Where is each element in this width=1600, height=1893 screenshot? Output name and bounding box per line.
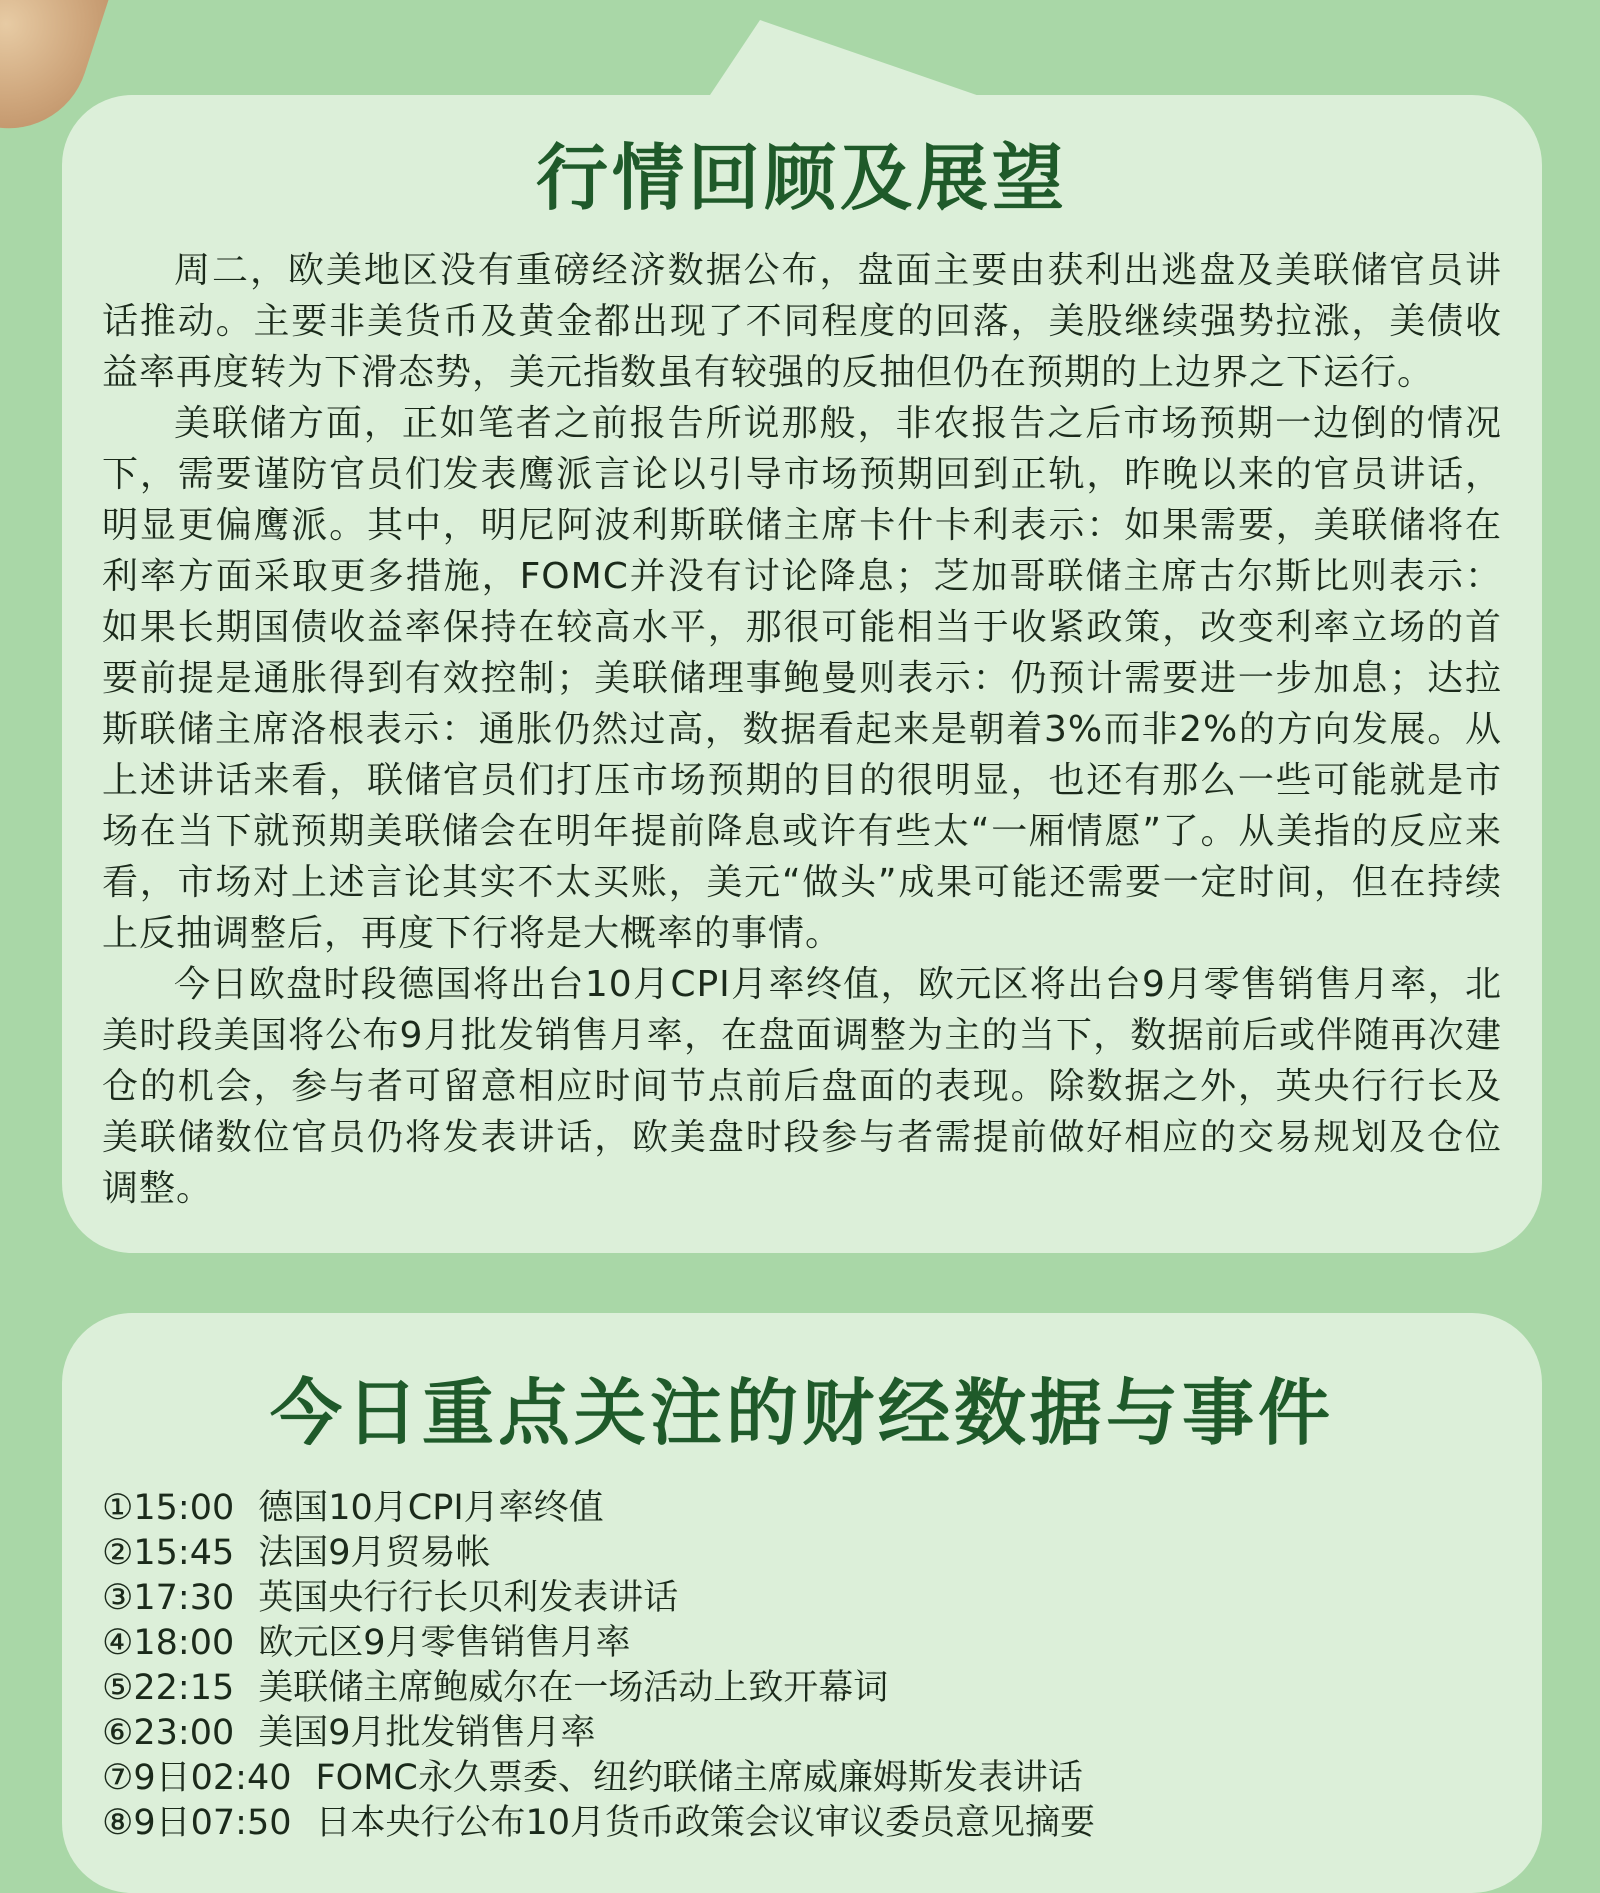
event-text: 美联储主席鲍威尔在一场活动上致开幕词 <box>258 1668 889 1708</box>
key-events-panel <box>62 1313 1542 1893</box>
event-time: ⑧9日07:50 <box>102 1803 292 1843</box>
event-text: FOMC永久票委、纽约联储主席威廉姆斯发表讲话 <box>315 1758 1083 1798</box>
market-review-title: 行情回顾及展望 <box>535 136 1068 220</box>
event-list <box>102 1486 1502 1846</box>
event-item <box>102 1666 1502 1711</box>
event-time: ④18:00 <box>102 1623 235 1663</box>
event-time: ②15:45 <box>102 1533 235 1573</box>
event-time: ⑦9日02:40 <box>102 1758 292 1798</box>
event-text: 德国10月CPI月率终值 <box>258 1488 604 1528</box>
event-item <box>102 1531 1502 1576</box>
review-paragraph: 周二，欧美地区没有重磅经济数据公布，盘面主要由获利出逃盘及美联储官员讲话推动。主要非美货币及黄金都出现了不同程度的回落，美股继续强势拉涨，美债收益率再度转为下滑态势，美元指数虽有较强的反抽但仍在预期的上边界之下运行。 <box>102 250 1502 393</box>
event-item <box>102 1621 1502 1666</box>
event-time: ⑥23:00 <box>102 1713 235 1753</box>
event-time: ①15:00 <box>102 1488 235 1528</box>
event-time: ③17:30 <box>102 1578 235 1618</box>
review-paragraph: 今日欧盘时段德国将出台10月CPI月率终值，欧元区将出台9月零售销售月率，北美时段美国将公布9月批发销售月率，在盘面调整为主的当下，数据前后或伴随再次建仓的机会，参与者可留意相应时间节点前后盘面的表现。除数据之外，英央行行长及美联储数位官员仍将发表讲话，欧美盘时段参与者需提前做好相应的交易规划及仓位调整。 <box>102 964 1502 1209</box>
event-text: 英国央行行长贝利发表讲话 <box>258 1578 679 1618</box>
event-text: 法国9月贸易帐 <box>258 1533 491 1573</box>
event-item <box>102 1486 1502 1531</box>
event-item <box>102 1711 1502 1756</box>
market-review-panel <box>62 95 1542 1253</box>
event-item <box>102 1756 1502 1801</box>
review-paragraph: 美联储方面，正如笔者之前报告所说那般，非农报告之后市场预期一边倒的情况下，需要谨防官员们发表鹰派言论以引导市场预期回到正轨，昨晚以来的官员讲话，明显更偏鹰派。其中，明尼阿波利斯联储主席卡什卡利表示：如果需要，美联储将在利率方面采取更多措施，FOMC并没有讨论降息；芝加哥联储主席古尔斯比则表示：如果长期国债收益率保持在较高水平，那很可能相当于收紧政策，改变利率立场的首要前提是通胀得到有效控制；美联储理事鲍曼则表示：仍预计需要进一步加息；达拉斯联储主席洛根表示：通胀仍然过高，数据看起来是朝着3%而非2%的方向发展。从上述讲话来看，联储官员们打压市场预期的目的很明显，也还有那么一些可能就是市场在当下就预期美联储会在明年提前降息或许有些太“一厢情愿”了。从美指的反应来看，市场对上述言论其实不太买账，美元“做头”成果可能还需要一定时间，但在持续上反抽调整后，再度下行将是大概率的事情。 <box>102 403 1502 954</box>
event-time: ⑤22:15 <box>102 1668 235 1708</box>
event-text: 日本央行公布10月货币政策会议审议委员意见摘要 <box>315 1803 1096 1843</box>
key-events-title: 今日重点关注的财经数据与事件 <box>269 1371 1334 1455</box>
event-item <box>102 1576 1502 1621</box>
event-text: 美国9月批发销售月率 <box>258 1713 596 1753</box>
event-item <box>102 1801 1502 1846</box>
event-text: 欧元区9月零售销售月率 <box>258 1623 631 1663</box>
